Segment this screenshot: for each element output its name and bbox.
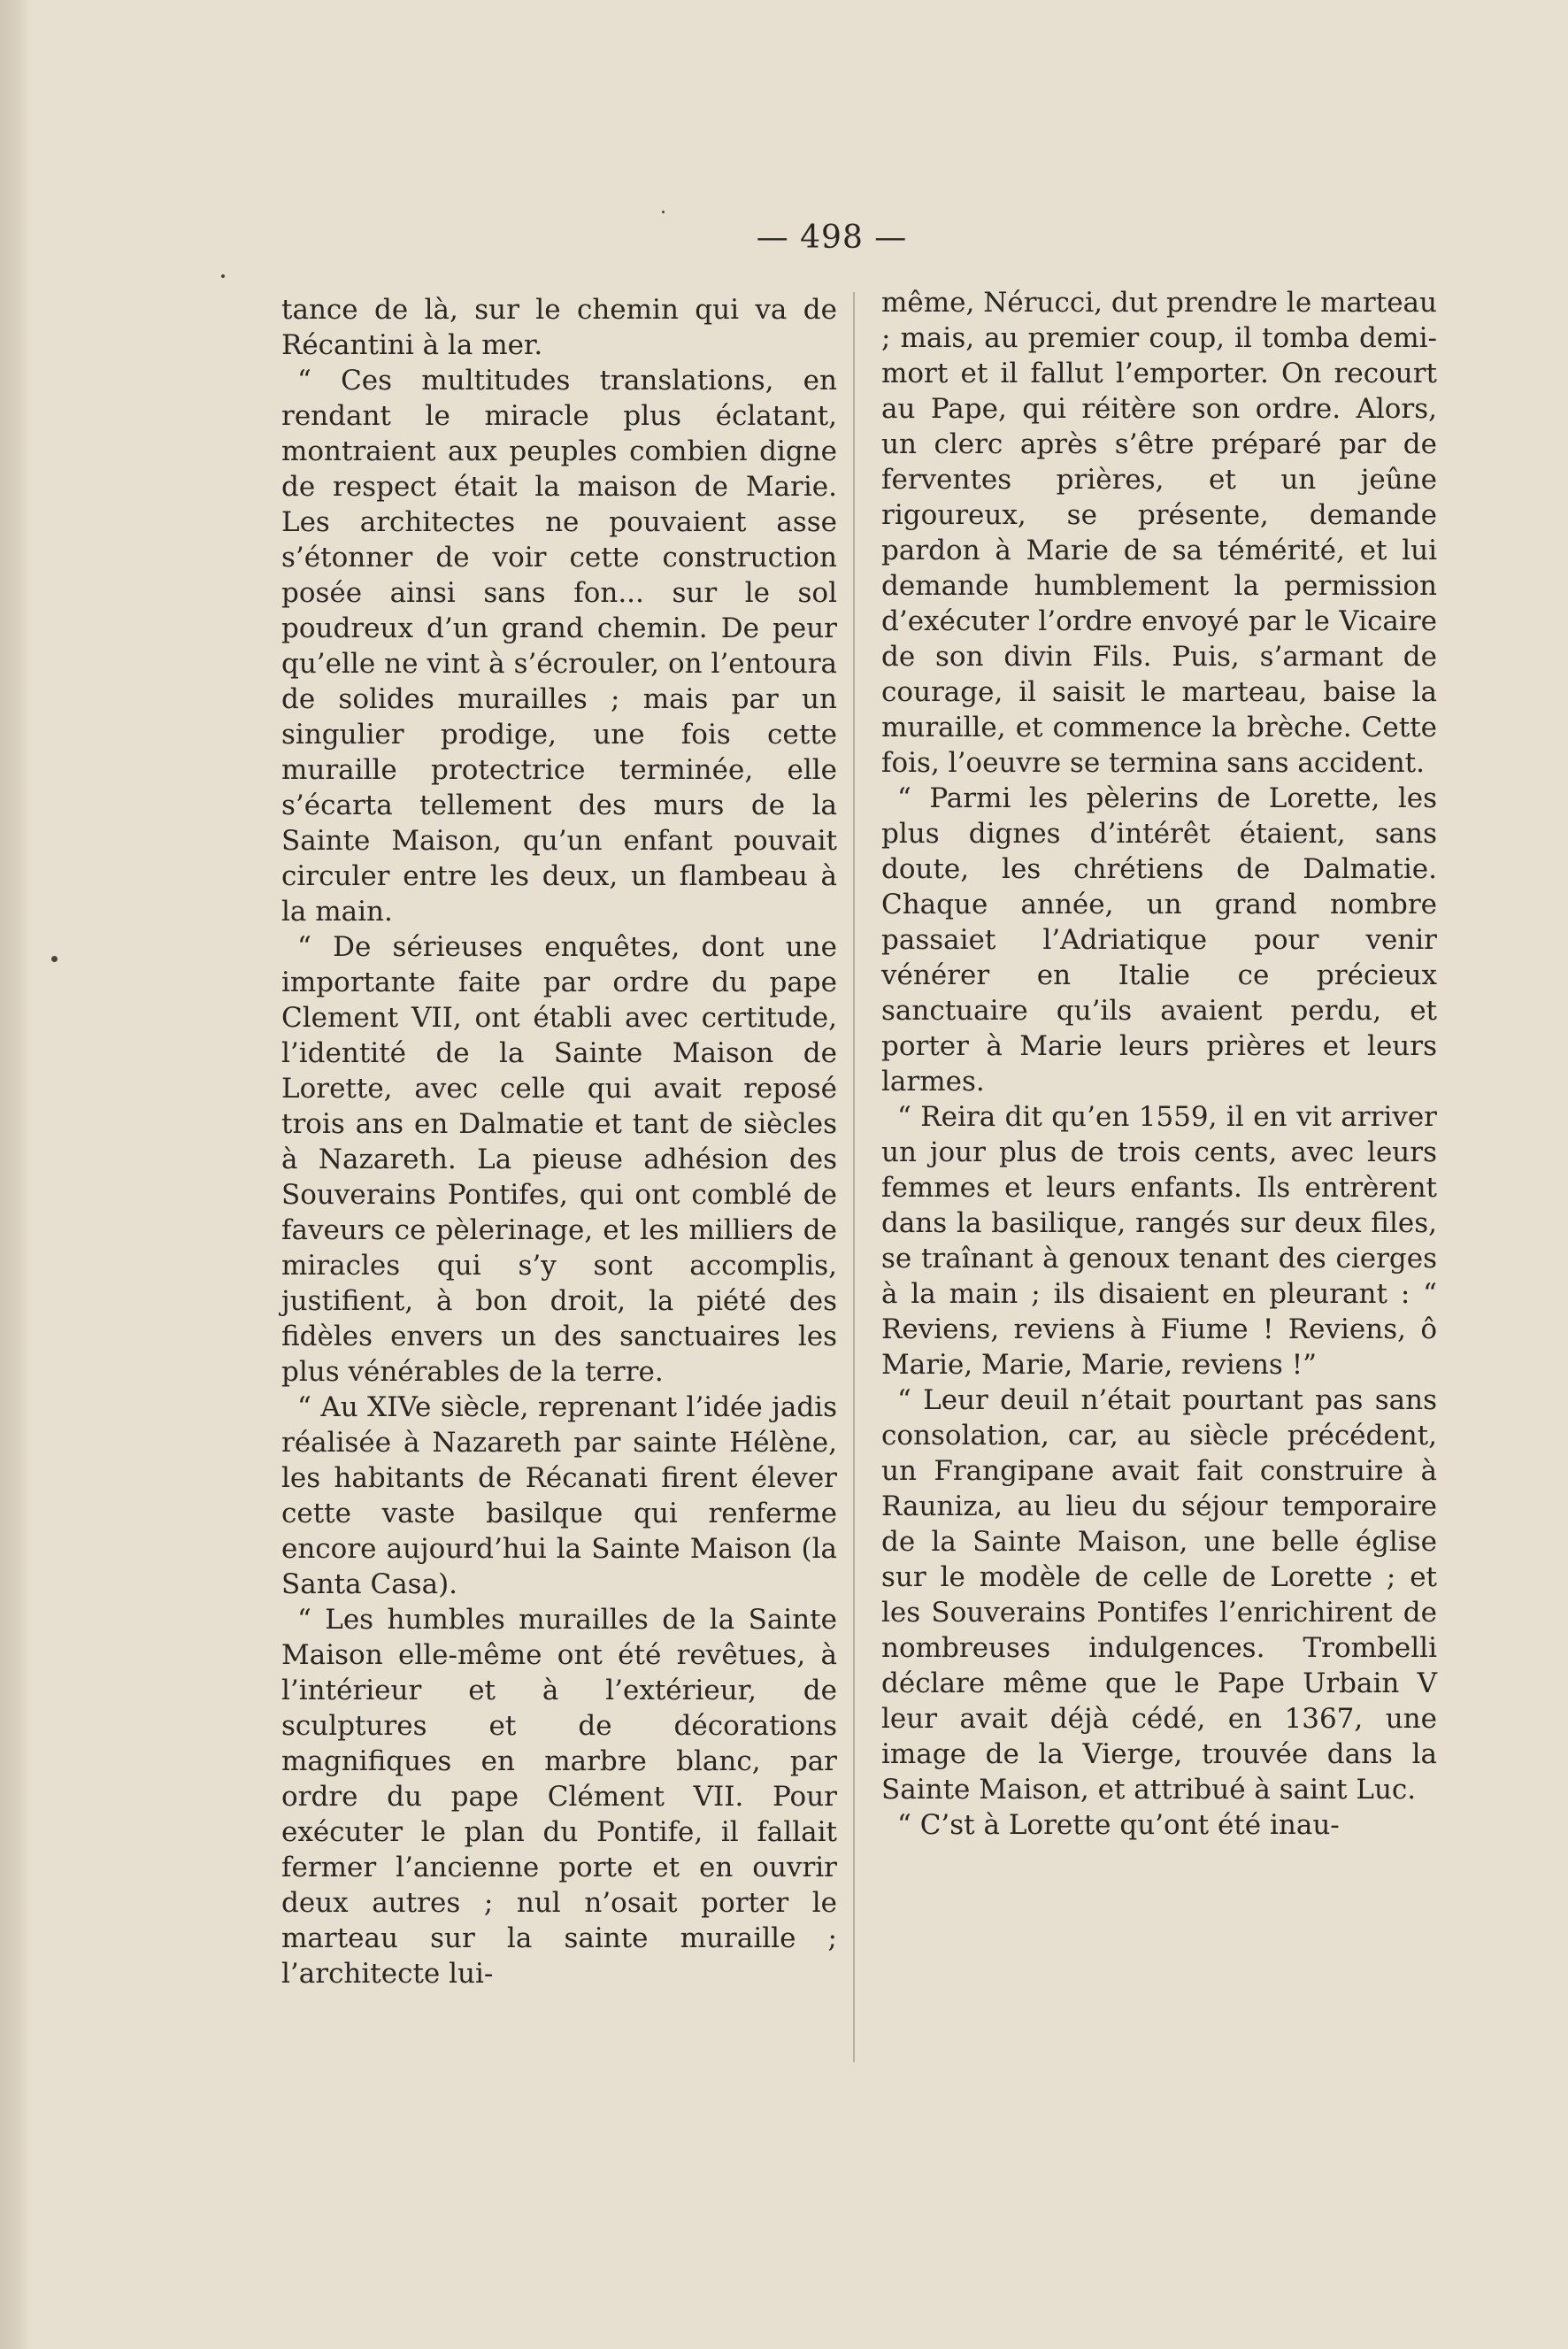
- ink-speck: [221, 274, 225, 278]
- left-paragraph-2: “ Ces multitudes translations, en rendant le miracle plus éclatant, montraient aux peuples combien digne de respect était la maison de Marie. Les architectes ne pouvaient asse s’étonner de voir cette construction posée ainsi sans fon... sur le sol poudreux d’un grand chemin. De peur qu’elle ne vint à s’écrouler, on l’entoura de solides murailles ; mais par un singulier prodige, une fois cette muraille protectrice terminée, elle s’écarta tellement des murs de la Sainte Maison, qu’un enfant pouvait circuler entre les deux, un flambeau à la main.: [281, 365, 837, 928]
- right-paragraph-2: “ Parmi les pèlerins de Lorette, les plus dignes d’intérêt étaient, sans doute, les chrétiens de Dalmatie. Chaque année, un grand nombre passaiet l’Adriatique pour venir vénérer en Italie ce précieux sanctuaire qu’ils avaient perdu, et porter à Marie leurs prières et leurs larmes.: [881, 782, 1437, 1097]
- right-column: [881, 285, 1437, 1843]
- right-paragraph-3: “ Reira dit qu’en 1559, il en vit arriver un jour plus de trois cents, avec leurs femmes et leurs enfants. Ils entrèrent dans la basilique, rangés sur deux files, se traînant à genoux tenant des cierges à la main ; ils disaient en pleurant : “ Reviens, reviens à Fiume ! Reviens, ô Marie, Marie, Marie, reviens !”: [881, 1101, 1437, 1381]
- right-paragraph-1: même, Nérucci, dut prendre le marteau ; mais, au premier coup, il tomba demi-mort et il fallut l’emporter. On recourt au Pape, qui réitère son ordre. Alors, un clerc après s’être préparé par de ferventes prières, et un jeûne rigoureux, se présente, demande pardon à Marie de sa témérité, et lui demande humblement la permission d’exécuter l’ordre envoyé par le Vicaire de son divin Fils. Puis, s’armant de courage, il saisit le marteau, baise la muraille, et commence la brèche. Cette fois, l’oeuvre se termina sans accident.: [881, 287, 1437, 779]
- column-divider: [853, 292, 855, 2062]
- right-paragraph-4: “ Leur deuil n’était pourtant pas sans consolation, car, au siècle précédent, un Frangipane avait fait construire à Rauniza, au lieu du séjour temporaire de la Sainte Maison, une belle église sur le modèle de celle de Lorette ; et les Souverains Pontifes l’enrichirent de nombreuses indulgences. Trombelli déclare même que le Pape Urbain V leur avait déjà cédé, en 1367, une image de la Vierge, trouvée dans la Sainte Maison, et attribué à saint Luc.: [881, 1384, 1437, 1806]
- page-left-edge: [0, 0, 30, 2349]
- left-paragraph-3: “ De sérieuses enquêtes, dont une importante faite par ordre du pape Clement VII, ont établi avec certitude, l’identité de la Sainte Maison de Lorette, avec celle qui avait reposé trois ans en Dalmatie et tant de siècles à Nazareth. La pieuse adhésion des Souverains Pontifes, qui ont comblé de faveurs ce pèlerinage, et les milliers de miracles qui s’y sont accomplis, justifient, à bon droit, la piété des fidèles envers un des sanctuaires les plus vénérables de la terre.: [281, 931, 837, 1388]
- right-paragraph-5: “ C’st à Lorette qu’ont été inau-: [897, 1809, 1340, 1841]
- left-column: [281, 292, 837, 1991]
- left-paragraph-5: “ Les humbles murailles de la Sainte Maison elle-même ont été revêtues, à l’intérieur et à l’extérieur, de sculptures et de décorations magnifiques en marbre blanc, par ordre du pape Clément VII. Pour exécuter le plan du Pontife, il fallait fermer l’ancienne porte et en ouvrir deux autres ; nul n’osait porter le marteau sur la sainte muraille ; l’architecte lui-: [281, 1604, 837, 1990]
- page-number: — 498 —: [756, 219, 908, 256]
- ink-speck: [51, 956, 58, 962]
- left-paragraph-4: “ Au XIVe siècle, reprenant l’idée jadis réalisée à Nazareth par sainte Hélène, les habitants de Récanati firent élever cette vaste basilque qui renferme encore aujourd’hui la Sainte Maison (la Santa Casa).: [281, 1391, 837, 1600]
- left-paragraph-1: tance de là, sur le chemin qui va de Récantini à la mer.: [281, 294, 837, 361]
- ink-speck: [662, 211, 665, 213]
